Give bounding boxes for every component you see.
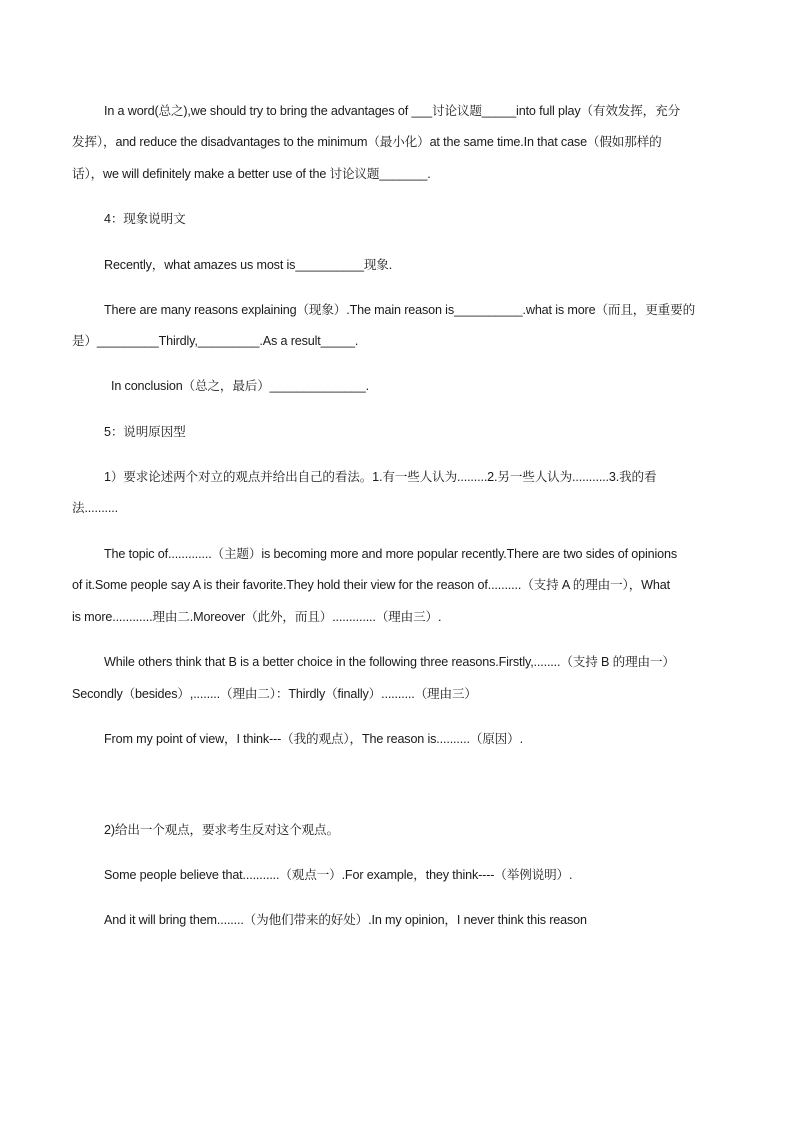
section4-conclusion: In conclusion（总之，最后）______________. xyxy=(111,379,369,393)
section5-item2-line1: 2)给出一个观点，要求考生反对这个观点。 xyxy=(104,823,339,837)
section5-p1-line2: of it.Some people say A is their favorite.They hold their view for the reason of..........（支持 A 的理由一），What xyxy=(72,578,670,592)
section5-p2-line2: Secondly（besides）,........（理由二）：Thirdly（finally）..........（理由三） xyxy=(72,687,477,701)
section5-p1-line1: The topic of.............（主题）is becoming more and more popular recently.There are two sides of opinions xyxy=(104,547,677,561)
section5-item2-line2: Some people believe that...........（观点一）.For example，they think----（举例说明）. xyxy=(104,868,573,882)
section5-p2-line1: While others think that B is a better choice in the following three reasons.Firstly,........（支持 B 的理由一） xyxy=(104,655,675,669)
para1-line3: 话），we will definitely make a better use of the 讨论议题_______. xyxy=(72,167,431,181)
para1-line1: In a word(总之),we should try to bring the advantages of ___讨论议题_____into full play（有效发挥，充分 xyxy=(104,104,681,118)
section5-item2-line3: And it will bring them........（为他们带来的好处）.In my opinion，I never think this reason xyxy=(104,913,587,927)
section5-item1-line1: 1）要求论述两个对立的观点并给出自己的看法。1.有一些人认为.........2.另一些人认为...........3.我的看 xyxy=(104,470,657,484)
section5-heading: 5：说明原因型 xyxy=(104,425,186,439)
section5-p1-line3: is more............理由二.Moreover（此外，而且）.............（理由三）. xyxy=(72,610,442,624)
section4-line2: There are many reasons explaining（现象）.The main reason is__________.what is more（而且，更重要的 xyxy=(104,303,696,317)
section4-line3: 是）_________Thirdly,_________.As a result_____. xyxy=(72,334,359,348)
section5-item1-line2: 法.......... xyxy=(72,501,118,515)
section4-line1: Recently，what amazes us most is__________现象. xyxy=(104,258,393,272)
section5-p3-line1: From my point of view，I think---（我的观点），The reason is..........（原因）. xyxy=(104,732,523,746)
para1-line2: 发挥），and reduce the disadvantages to the minimum（最小化）at the same time.In that case（假如那样的 xyxy=(72,135,662,149)
section4-heading: 4：现象说明文 xyxy=(104,212,186,226)
